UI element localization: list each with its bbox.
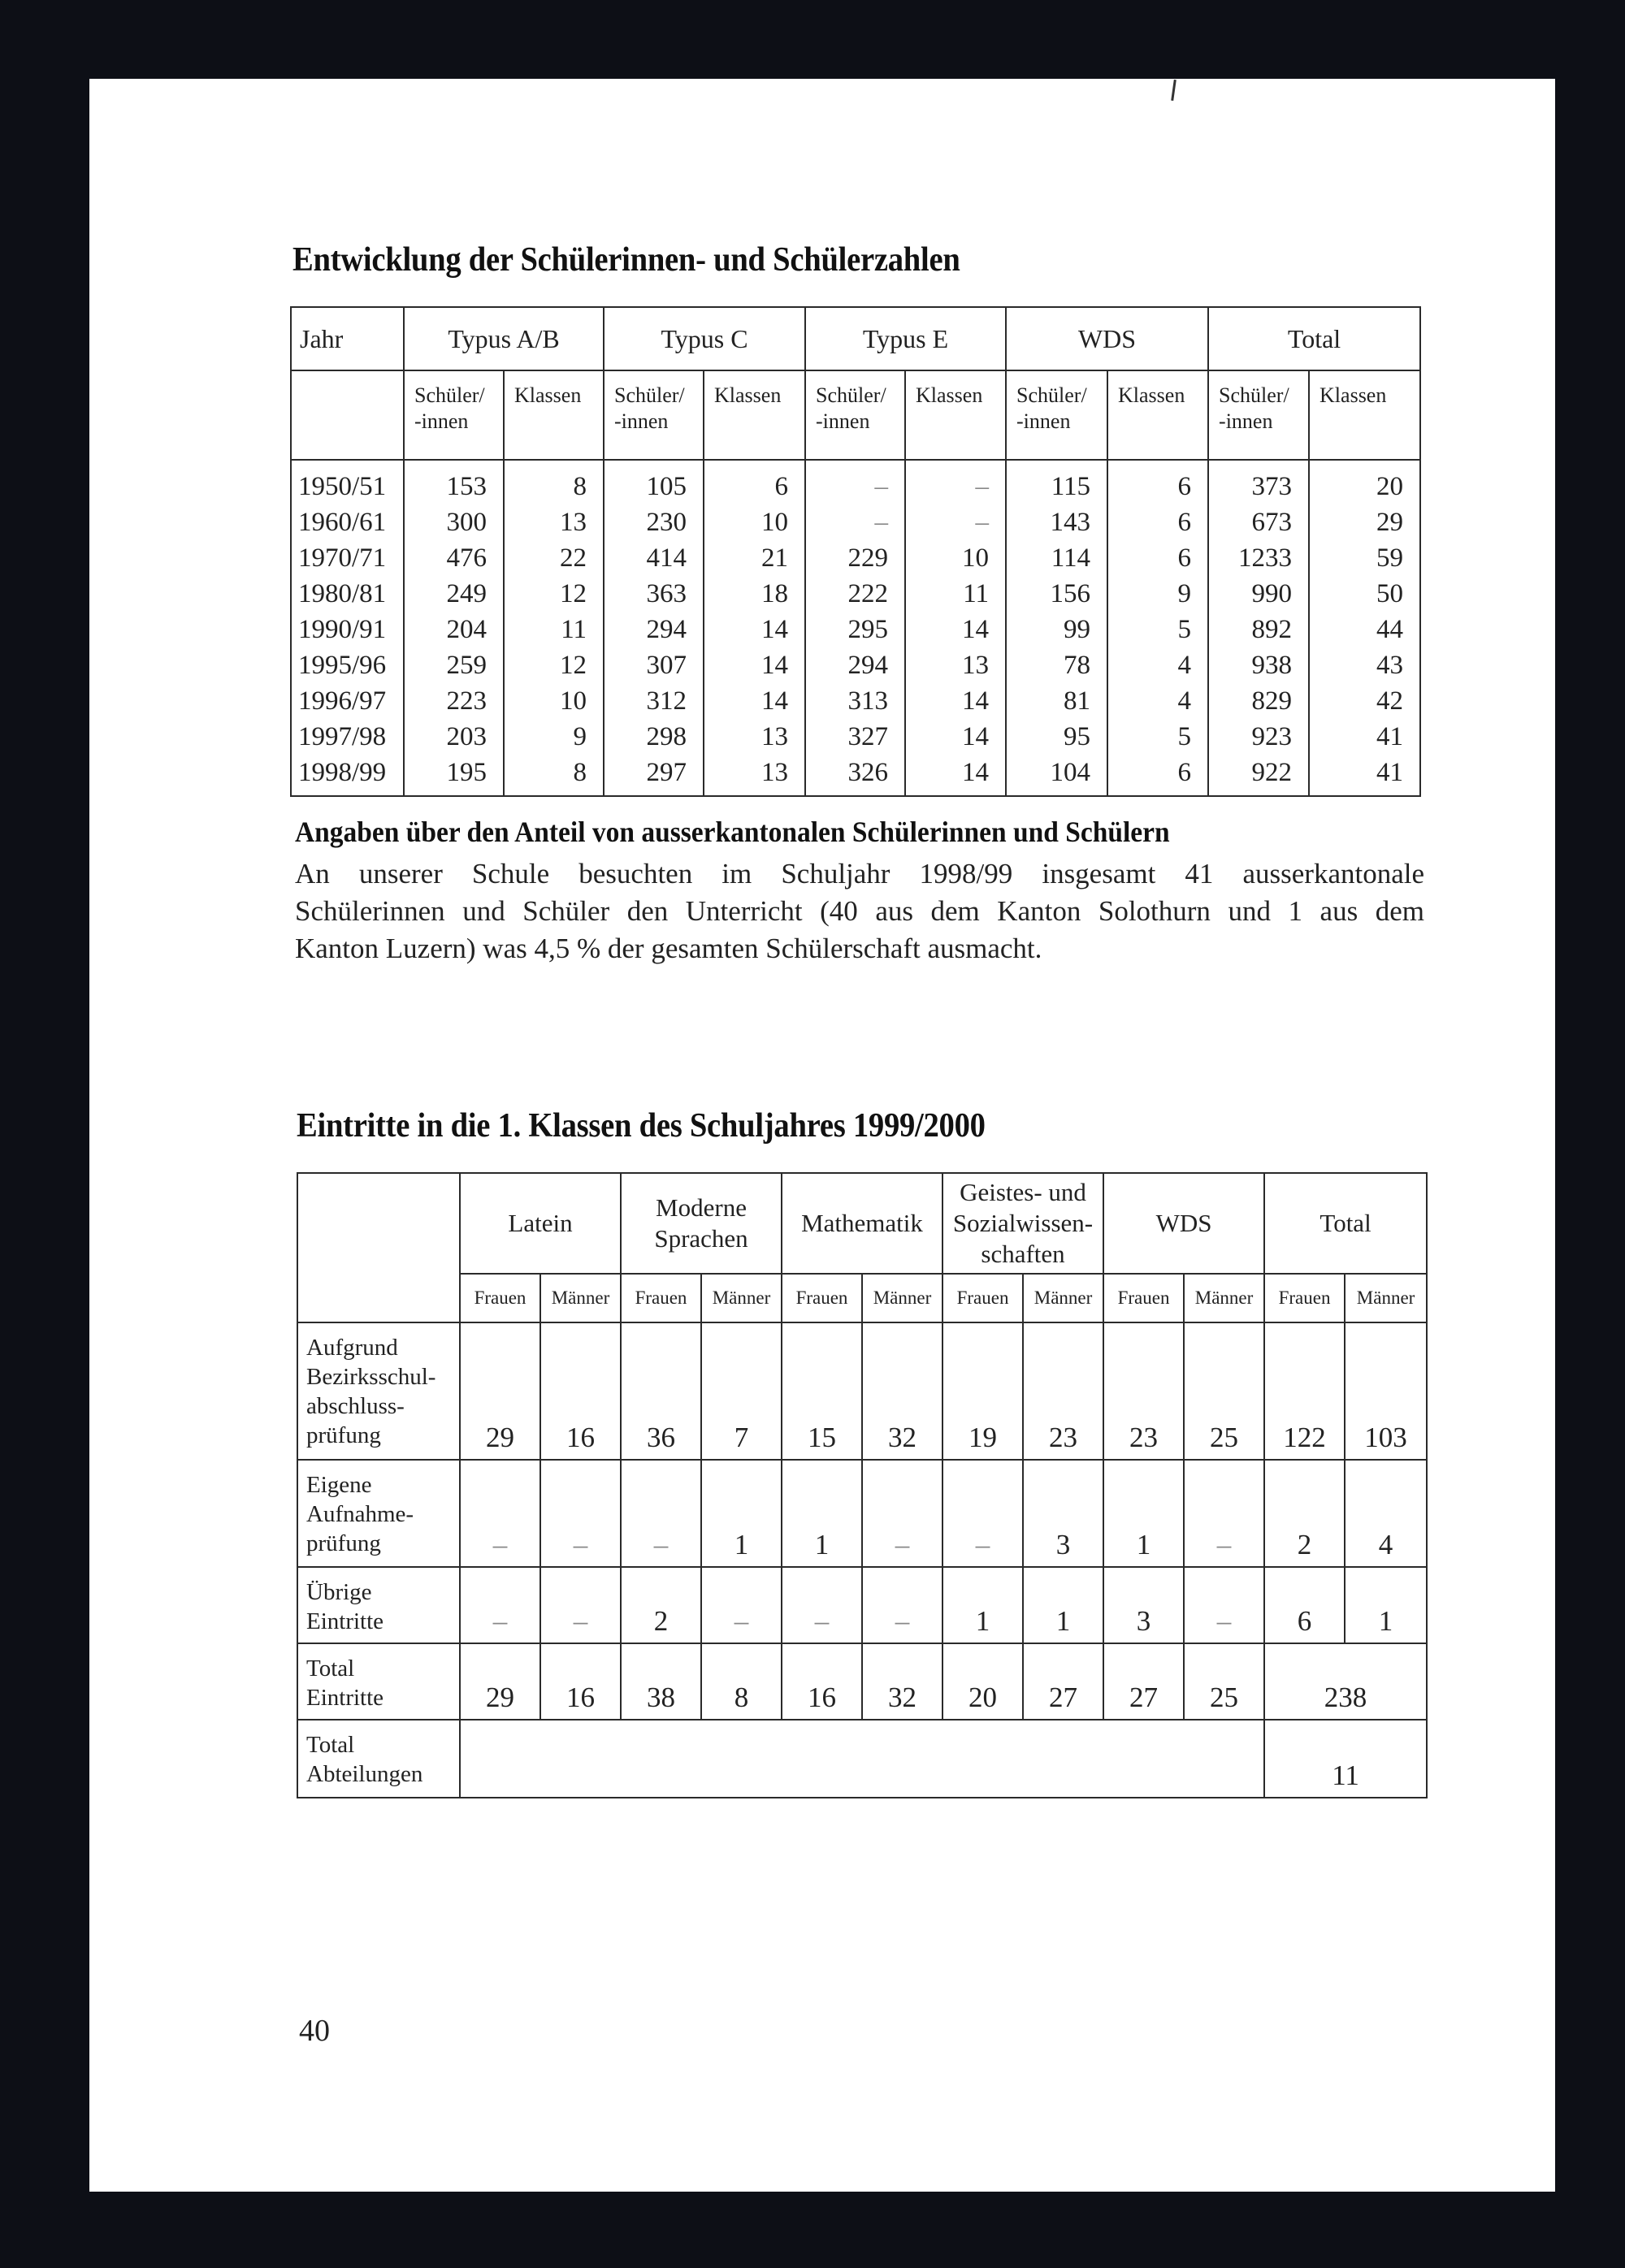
table-cell: 229 — [805, 540, 905, 576]
table-cell: 15 — [782, 1322, 862, 1460]
subheader-classes: Klassen — [1107, 370, 1208, 460]
header-subject-line: Moderne — [656, 1193, 747, 1222]
subheader-students-line1: Schüler/ — [414, 383, 485, 407]
table-row — [291, 540, 1420, 576]
table-cell: – — [862, 1460, 942, 1567]
table-row — [291, 504, 1420, 540]
table-cell: 14 — [704, 612, 805, 647]
table-cell: – — [1184, 1567, 1264, 1643]
table-cell: 16 — [540, 1643, 621, 1720]
table-cell: 6 — [1107, 504, 1208, 540]
table-cell: 41 — [1309, 755, 1420, 796]
subheader-women: Frauen — [782, 1274, 862, 1322]
table-cell: 249 — [404, 576, 504, 612]
header-subject-line: Sozialwissen- — [952, 1209, 1094, 1237]
header-year: Jahr — [291, 307, 404, 370]
table-cell: 14 — [704, 647, 805, 683]
header-subject-line: Latein — [508, 1209, 573, 1237]
table-cell: 1 — [942, 1567, 1023, 1643]
table-cell: 923 — [1208, 719, 1309, 755]
table-cell: 115 — [1006, 460, 1107, 504]
table-cell: 5 — [1107, 719, 1208, 755]
table-cell: – — [905, 504, 1006, 540]
row-label-line: Eintritte — [306, 1608, 384, 1634]
table-cell: 18 — [704, 576, 805, 612]
table-cell: 7 — [701, 1322, 782, 1460]
header-empty — [297, 1173, 460, 1322]
subheader-men: Männer — [701, 1274, 782, 1322]
table-cell: 298 — [604, 719, 704, 755]
table-cell: 14 — [905, 719, 1006, 755]
header-subject-line: Geistes- und — [960, 1178, 1086, 1206]
table-cell: 59 — [1309, 540, 1420, 576]
subheader-students-line1: Schüler/ — [614, 383, 685, 407]
subheader-students-line2: -innen — [1219, 409, 1273, 433]
table-row — [291, 719, 1420, 755]
table-cell: 78 — [1006, 647, 1107, 683]
table-cell: 21 — [704, 540, 805, 576]
header-subject-line: WDS — [1155, 1209, 1212, 1237]
table-cell: 25 — [1184, 1643, 1264, 1720]
table-cell: 373 — [1208, 460, 1309, 504]
table-row — [297, 1322, 1427, 1460]
table-cell: – — [862, 1567, 942, 1643]
table-cell: 363 — [604, 576, 704, 612]
row-label-line: Bezirksschul- — [306, 1364, 436, 1390]
paragraph-line: Kanton Luzern) was 4,5 % der gesamten Schülerschaft ausmacht. — [295, 933, 1042, 964]
table-row — [291, 683, 1420, 719]
table-cell: 29 — [460, 1643, 540, 1720]
subheader-students — [805, 370, 905, 460]
subheader-students-line1: Schüler/ — [1016, 383, 1087, 407]
table-cell: 14 — [704, 683, 805, 719]
table-cell: – — [805, 460, 905, 504]
table-cell: 195 — [404, 755, 504, 796]
table-cell: 143 — [1006, 504, 1107, 540]
header-group: Typus A/B — [404, 307, 604, 370]
table-cell: 312 — [604, 683, 704, 719]
table-cell: 829 — [1208, 683, 1309, 719]
table-cell: 6 — [1107, 755, 1208, 796]
table-cell: 27 — [1023, 1643, 1103, 1720]
row-label-line: prüfung — [306, 1422, 381, 1448]
header-subject — [782, 1173, 942, 1274]
table-cell: 44 — [1309, 612, 1420, 647]
table-cell: 103 — [1345, 1322, 1427, 1460]
subheader-men: Männer — [1345, 1274, 1427, 1322]
table-cell: 6 — [704, 460, 805, 504]
table-row — [297, 1720, 1427, 1798]
table-cell: – — [942, 1460, 1023, 1567]
table-cell: 3 — [1103, 1567, 1184, 1643]
table-cell: 13 — [905, 647, 1006, 683]
table-cell: 3 — [1023, 1460, 1103, 1567]
table-row — [297, 1460, 1427, 1567]
subheader-men: Männer — [1184, 1274, 1264, 1322]
table-cell: 294 — [805, 647, 905, 683]
table-cell: 4 — [1107, 647, 1208, 683]
table-cell: 222 — [805, 576, 905, 612]
subheader-students-line1: Schüler/ — [1219, 383, 1289, 407]
table-cell: – — [701, 1567, 782, 1643]
header-subject-line: Mathematik — [801, 1209, 923, 1237]
table-cell: 8 — [504, 755, 604, 796]
table-cell: 414 — [604, 540, 704, 576]
table-cell: 25 — [1184, 1322, 1264, 1460]
header-subject — [621, 1173, 782, 1274]
table-cell: 99 — [1006, 612, 1107, 647]
total-cell: 11 — [1264, 1720, 1427, 1798]
cell-year: 1960/61 — [291, 504, 404, 540]
table-cell: 8 — [701, 1643, 782, 1720]
table-cell: 12 — [504, 647, 604, 683]
subheader-students — [1006, 370, 1107, 460]
table-cell: 300 — [404, 504, 504, 540]
table-cell: 223 — [404, 683, 504, 719]
subheader-students-line2: -innen — [414, 409, 469, 433]
row-label-line: prüfung — [306, 1530, 381, 1556]
row-label-line: Total — [306, 1656, 355, 1682]
table-cell: – — [782, 1567, 862, 1643]
subheader-women: Frauen — [1264, 1274, 1345, 1322]
table-cell: – — [540, 1567, 621, 1643]
table-cell: 9 — [504, 719, 604, 755]
table-cell: – — [460, 1460, 540, 1567]
table-cell: 1 — [701, 1460, 782, 1567]
cell-year: 1996/97 — [291, 683, 404, 719]
section-title-student-numbers: Entwicklung der Schülerinnen- und Schülerzahlen — [292, 241, 960, 279]
table-cell: 105 — [604, 460, 704, 504]
table-cell: 8 — [504, 460, 604, 504]
subheader-classes: Klassen — [704, 370, 805, 460]
subheader-women: Frauen — [621, 1274, 701, 1322]
table-cell: 4 — [1345, 1460, 1427, 1567]
table-cell: – — [905, 460, 1006, 504]
table-cell: 922 — [1208, 755, 1309, 796]
table-cell: 153 — [404, 460, 504, 504]
table-cell: 81 — [1006, 683, 1107, 719]
table-cell: 29 — [460, 1322, 540, 1460]
subheader-students-line2: -innen — [816, 409, 870, 433]
row-label — [297, 1322, 460, 1460]
table-row — [291, 612, 1420, 647]
cell-year: 1950/51 — [291, 460, 404, 504]
table-cell: 14 — [905, 755, 1006, 796]
header-group: Typus E — [805, 307, 1006, 370]
table-cell: – — [805, 504, 905, 540]
table-cell: 95 — [1006, 719, 1107, 755]
header-empty — [291, 370, 404, 460]
table-cell: 203 — [404, 719, 504, 755]
row-label-line: Eintritte — [306, 1685, 384, 1711]
table-cell: 114 — [1006, 540, 1107, 576]
subheader-classes: Klassen — [1309, 370, 1420, 460]
header-group: WDS — [1006, 307, 1208, 370]
table-cell: – — [621, 1460, 701, 1567]
table-cell: 14 — [905, 612, 1006, 647]
table-cell: 122 — [1264, 1322, 1345, 1460]
paragraph-line: Schülerinnen und Schüler den Unterricht (40 aus dem Kanton Solothurn und 1 aus dem — [295, 895, 1424, 927]
row-label-line: Aufgrund — [306, 1335, 398, 1361]
table-cell: 13 — [704, 755, 805, 796]
section-title-out-of-canton: Angaben über den Anteil von ausserkantonalen Schülerinnen und Schülern — [295, 816, 1170, 848]
table-cell: 313 — [805, 683, 905, 719]
table-cell: 20 — [1309, 460, 1420, 504]
table-cell: 10 — [905, 540, 1006, 576]
row-label — [297, 1720, 460, 1798]
table-row — [291, 576, 1420, 612]
table-row — [291, 647, 1420, 683]
table-cell: 1 — [1345, 1567, 1427, 1643]
header-subject — [942, 1173, 1103, 1274]
row-label-line: Total — [306, 1732, 355, 1758]
table-cell: 1 — [1023, 1567, 1103, 1643]
table-cell: 10 — [704, 504, 805, 540]
table-row — [291, 460, 1420, 504]
cell-year: 1995/96 — [291, 647, 404, 683]
header-subject-line: schaften — [981, 1240, 1065, 1268]
table-cell: 938 — [1208, 647, 1309, 683]
subheader-students — [604, 370, 704, 460]
table-cell: 326 — [805, 755, 905, 796]
subheader-women: Frauen — [1103, 1274, 1184, 1322]
header-subject-line: Sprachen — [654, 1224, 748, 1253]
subheader-students-line2: -innen — [614, 409, 669, 433]
table-cell: 29 — [1309, 504, 1420, 540]
table-cell: 12 — [504, 576, 604, 612]
table-cell: 2 — [1264, 1460, 1345, 1567]
table-row — [297, 1643, 1427, 1720]
subheader-students-line1: Schüler/ — [816, 383, 886, 407]
row-label — [297, 1567, 460, 1643]
table-cell: 41 — [1309, 719, 1420, 755]
table-cell: – — [540, 1460, 621, 1567]
table-cell: 2 — [621, 1567, 701, 1643]
header-group: Total — [1208, 307, 1420, 370]
table-cell: 19 — [942, 1322, 1023, 1460]
table-cell: 294 — [604, 612, 704, 647]
header-subject — [460, 1173, 621, 1274]
table-cell: 259 — [404, 647, 504, 683]
table-cell: 32 — [862, 1322, 942, 1460]
table-row — [291, 755, 1420, 796]
cell-year: 1980/81 — [291, 576, 404, 612]
table-cell: 673 — [1208, 504, 1309, 540]
table-cell: 5 — [1107, 612, 1208, 647]
table-cell: 6 — [1107, 540, 1208, 576]
out-of-canton-paragraph — [295, 855, 1424, 967]
table-cell: 50 — [1309, 576, 1420, 612]
row-label — [297, 1460, 460, 1567]
table-cell: 10 — [504, 683, 604, 719]
table-cell: 1 — [782, 1460, 862, 1567]
page-number: 40 — [299, 2014, 330, 2048]
cell-year: 1997/98 — [291, 719, 404, 755]
table-cell: 36 — [621, 1322, 701, 1460]
subheader-men: Männer — [540, 1274, 621, 1322]
table-cell: 16 — [782, 1643, 862, 1720]
empty-cell — [460, 1720, 1264, 1798]
cell-year: 1990/91 — [291, 612, 404, 647]
subheader-men: Männer — [862, 1274, 942, 1322]
table-cell: – — [1184, 1460, 1264, 1567]
subheader-men: Männer — [1023, 1274, 1103, 1322]
table-cell: 476 — [404, 540, 504, 576]
table-cell: 11 — [504, 612, 604, 647]
table-cell: 14 — [905, 683, 1006, 719]
subheader-women: Frauen — [460, 1274, 540, 1322]
table-cell: 11 — [905, 576, 1006, 612]
table-cell: 295 — [805, 612, 905, 647]
table-cell: 27 — [1103, 1643, 1184, 1720]
table-cell: 327 — [805, 719, 905, 755]
subheader-women: Frauen — [942, 1274, 1023, 1322]
table-cell: 892 — [1208, 612, 1309, 647]
table-cell: 990 — [1208, 576, 1309, 612]
table-cell: 307 — [604, 647, 704, 683]
table-cell: 42 — [1309, 683, 1420, 719]
table-cell: 16 — [540, 1322, 621, 1460]
cell-year: 1998/99 — [291, 755, 404, 796]
table-cell: 204 — [404, 612, 504, 647]
table-cell: 13 — [704, 719, 805, 755]
table-cell: 22 — [504, 540, 604, 576]
subheader-students — [1208, 370, 1309, 460]
row-label-line: Abteilungen — [306, 1761, 423, 1787]
table-cell: 20 — [942, 1643, 1023, 1720]
table-cell: 1 — [1103, 1460, 1184, 1567]
subheader-students-line2: -innen — [1016, 409, 1071, 433]
total-cell: 238 — [1264, 1643, 1427, 1720]
row-label-line: Eigene — [306, 1472, 372, 1498]
table-cell: 104 — [1006, 755, 1107, 796]
subheader-classes: Klassen — [905, 370, 1006, 460]
table-cell: 32 — [862, 1643, 942, 1720]
table-cell: 13 — [504, 504, 604, 540]
table-cell: 230 — [604, 504, 704, 540]
header-subject — [1264, 1173, 1427, 1274]
section-title-first-class-entries: Eintritte in die 1. Klassen des Schuljahres 1999/2000 — [297, 1107, 986, 1145]
table-cell: 4 — [1107, 683, 1208, 719]
table-cell: 6 — [1264, 1567, 1345, 1643]
table-cell: 1233 — [1208, 540, 1309, 576]
subheader-classes: Klassen — [504, 370, 604, 460]
header-subject — [1103, 1173, 1264, 1274]
first-class-entries-table — [297, 1172, 1428, 1798]
row-label-line: Übrige — [306, 1579, 372, 1605]
table-cell: 6 — [1107, 460, 1208, 504]
table-cell: 23 — [1103, 1322, 1184, 1460]
row-label-line: abschluss- — [306, 1393, 405, 1419]
table-row — [297, 1567, 1427, 1643]
table-cell: 43 — [1309, 647, 1420, 683]
table-cell: 23 — [1023, 1322, 1103, 1460]
cell-year: 1970/71 — [291, 540, 404, 576]
table-cell: 9 — [1107, 576, 1208, 612]
table-cell: 38 — [621, 1643, 701, 1720]
paragraph-line: An unserer Schule besuchten im Schuljahr 1998/99 insgesamt 41 ausserkantonale — [295, 858, 1424, 889]
row-label-line: Aufnahme- — [306, 1501, 414, 1527]
table-cell: – — [460, 1567, 540, 1643]
row-label — [297, 1643, 460, 1720]
header-subject-line: Total — [1320, 1209, 1372, 1237]
subheader-students — [404, 370, 504, 460]
header-group: Typus C — [604, 307, 805, 370]
table-cell: 156 — [1006, 576, 1107, 612]
table-cell: 297 — [604, 755, 704, 796]
student-numbers-table — [290, 306, 1421, 797]
